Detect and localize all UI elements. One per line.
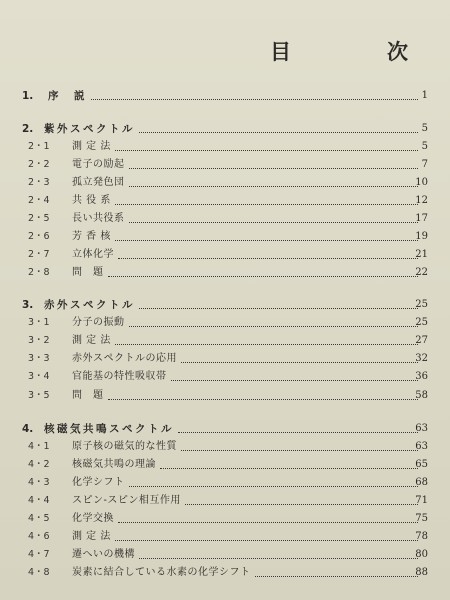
dot-leader bbox=[181, 438, 418, 451]
dot-leader bbox=[139, 120, 418, 133]
toc-section-row bbox=[0, 192, 450, 210]
toc-section-row bbox=[0, 492, 450, 510]
toc-page-number: 88 bbox=[415, 567, 428, 578]
dot-leader bbox=[118, 246, 418, 259]
dot-leader bbox=[115, 528, 418, 541]
toc-entry-title: 赤外スペクトル bbox=[44, 299, 135, 311]
toc-entry-number: 2・7 bbox=[28, 249, 50, 260]
dot-leader bbox=[171, 368, 418, 381]
toc-chapter-row bbox=[0, 120, 450, 138]
toc-section-row bbox=[0, 332, 450, 350]
toc-section-row bbox=[0, 528, 450, 546]
toc-page-number: 21 bbox=[415, 249, 428, 260]
toc-entry-number: 4・2 bbox=[28, 459, 50, 470]
toc-entry-number: 2・3 bbox=[28, 177, 50, 188]
toc-page-number: 63 bbox=[415, 441, 428, 452]
dot-leader bbox=[108, 387, 418, 400]
toc-section-row bbox=[0, 264, 450, 282]
toc-page-number: 19 bbox=[415, 231, 428, 242]
toc-page-number: 71 bbox=[415, 495, 428, 506]
toc-page-number: 36 bbox=[415, 371, 428, 382]
toc-chapter-row bbox=[0, 296, 450, 314]
toc-entry-number: 2・1 bbox=[28, 141, 50, 152]
toc-page-number: 32 bbox=[415, 353, 428, 364]
toc-page-number: 22 bbox=[415, 267, 428, 278]
toc-entry-title: 遷へいの機構 bbox=[72, 549, 135, 560]
toc-entry-title: 核磁気共鳴スペクトル bbox=[44, 423, 174, 435]
toc-section-row bbox=[0, 564, 450, 582]
toc-entry-title: 共 役 系 bbox=[72, 195, 111, 206]
dot-leader bbox=[178, 420, 418, 433]
toc-section-row bbox=[0, 368, 450, 386]
toc-entry-number: 4・4 bbox=[28, 495, 50, 506]
toc-page-number: 63 bbox=[415, 423, 428, 434]
toc-page-number: 78 bbox=[415, 531, 428, 542]
toc-entry-title: 紫外スペクトル bbox=[44, 123, 135, 135]
dot-leader bbox=[108, 264, 418, 277]
toc-entry-number: 2・8 bbox=[28, 267, 50, 278]
toc-page-number: 7 bbox=[421, 159, 428, 170]
toc-entry-number: 1. bbox=[22, 90, 34, 102]
toc-entry-number: 4・8 bbox=[28, 567, 50, 578]
toc-entry-title: 化学シフト bbox=[72, 477, 125, 488]
toc-entry-number: 2・2 bbox=[28, 159, 50, 170]
toc-section-row bbox=[0, 438, 450, 456]
toc-entry-number: 4. bbox=[22, 423, 34, 435]
toc-entry-title: 孤立発色団 bbox=[72, 177, 125, 188]
toc-entry-number: 3・2 bbox=[28, 335, 50, 346]
dot-leader bbox=[181, 350, 418, 363]
dot-leader bbox=[91, 87, 418, 100]
toc-entry-title: 序 説 bbox=[48, 90, 87, 102]
toc-entry-title: 立体化学 bbox=[72, 249, 114, 260]
dot-leader bbox=[160, 456, 418, 469]
toc-section-row bbox=[0, 314, 450, 332]
toc-page-number: 25 bbox=[415, 299, 428, 310]
toc-page-number: 5 bbox=[421, 123, 428, 134]
toc-entry-number: 4・7 bbox=[28, 549, 50, 560]
toc-section-row bbox=[0, 210, 450, 228]
toc-chapter-row bbox=[0, 420, 450, 438]
toc-entry-title: 測 定 法 bbox=[72, 141, 111, 152]
toc-page-number: 27 bbox=[415, 335, 428, 346]
toc-entry-title: 問 題 bbox=[72, 390, 104, 401]
toc-page-number: 10 bbox=[415, 177, 428, 188]
dot-leader bbox=[115, 332, 418, 345]
toc-chapter-row bbox=[0, 87, 450, 105]
dot-leader bbox=[185, 492, 418, 505]
toc-entry-title: 問 題 bbox=[72, 267, 104, 278]
toc-page-number: 5 bbox=[421, 141, 428, 152]
toc-section-row bbox=[0, 228, 450, 246]
toc-entry-title: 電子の励起 bbox=[72, 159, 125, 170]
dot-leader bbox=[255, 564, 418, 577]
toc-entry-number: 2・4 bbox=[28, 195, 50, 206]
toc-entry-number: 4・5 bbox=[28, 513, 50, 524]
toc-section-row bbox=[0, 387, 450, 405]
toc-entry-title: 赤外スペクトルの応用 bbox=[72, 353, 177, 364]
toc-entry-number: 2・6 bbox=[28, 231, 50, 242]
dot-leader bbox=[115, 228, 418, 241]
dot-leader bbox=[129, 174, 418, 187]
toc-entry-number: 2. bbox=[22, 123, 34, 135]
dot-leader bbox=[129, 156, 418, 169]
toc-entry-title: 原子核の磁気的な性質 bbox=[72, 441, 177, 452]
toc-section-row bbox=[0, 156, 450, 174]
toc-page-number: 58 bbox=[415, 390, 428, 401]
toc-entry-title: スピン-スピン相互作用 bbox=[72, 495, 181, 506]
toc-section-row bbox=[0, 174, 450, 192]
toc-section-row bbox=[0, 546, 450, 564]
toc-section-row bbox=[0, 474, 450, 492]
toc-entry-title: 核磁気共鳴の理論 bbox=[72, 459, 156, 470]
toc-entry-title: 官能基の特性吸収帯 bbox=[72, 371, 167, 382]
toc-entry-title: 炭素に結合している水素の化学シフト bbox=[72, 567, 251, 578]
toc-page-number: 75 bbox=[415, 513, 428, 524]
toc-entry-number: 4・1 bbox=[28, 441, 50, 452]
toc-entry-title: 測 定 法 bbox=[72, 531, 111, 542]
toc-entry-title: 分子の振動 bbox=[72, 317, 125, 328]
dot-leader bbox=[118, 510, 418, 523]
toc-entry-number: 4・3 bbox=[28, 477, 50, 488]
toc-entry-title: 長い共役系 bbox=[72, 213, 125, 224]
toc-section-row bbox=[0, 456, 450, 474]
toc-entry-number: 3. bbox=[22, 299, 34, 311]
dot-leader bbox=[139, 546, 418, 559]
toc-section-row bbox=[0, 350, 450, 368]
toc-entry-number: 3・4 bbox=[28, 371, 50, 382]
dot-leader bbox=[129, 210, 418, 223]
toc-section-row bbox=[0, 510, 450, 528]
toc-entry-number: 2・5 bbox=[28, 213, 50, 224]
toc-page-number: 17 bbox=[415, 213, 428, 224]
toc-entry-number: 3・3 bbox=[28, 353, 50, 364]
dot-leader bbox=[129, 314, 418, 327]
dot-leader bbox=[115, 192, 418, 205]
toc-page-number: 68 bbox=[415, 477, 428, 488]
toc-page-number: 80 bbox=[415, 549, 428, 560]
title-char-1: 目 bbox=[270, 39, 293, 64]
toc-page-number: 12 bbox=[415, 195, 428, 206]
dot-leader bbox=[115, 138, 418, 151]
toc-entry-title: 芳 香 核 bbox=[72, 231, 111, 242]
toc-section-row bbox=[0, 246, 450, 264]
dot-leader bbox=[139, 296, 418, 309]
toc-page-number: 1 bbox=[421, 90, 428, 101]
toc-entry-title: 測 定 法 bbox=[72, 335, 111, 346]
title-char-2: 次 bbox=[387, 39, 410, 64]
toc-section-row bbox=[0, 138, 450, 156]
toc-page-number: 25 bbox=[415, 317, 428, 328]
toc-page-number: 65 bbox=[415, 459, 428, 470]
dot-leader bbox=[129, 474, 418, 487]
toc-entry-number: 3・1 bbox=[28, 317, 50, 328]
toc-entry-title: 化学交換 bbox=[72, 513, 114, 524]
toc-entry-number: 4・6 bbox=[28, 531, 50, 542]
toc-entry-number: 3・5 bbox=[28, 390, 50, 401]
